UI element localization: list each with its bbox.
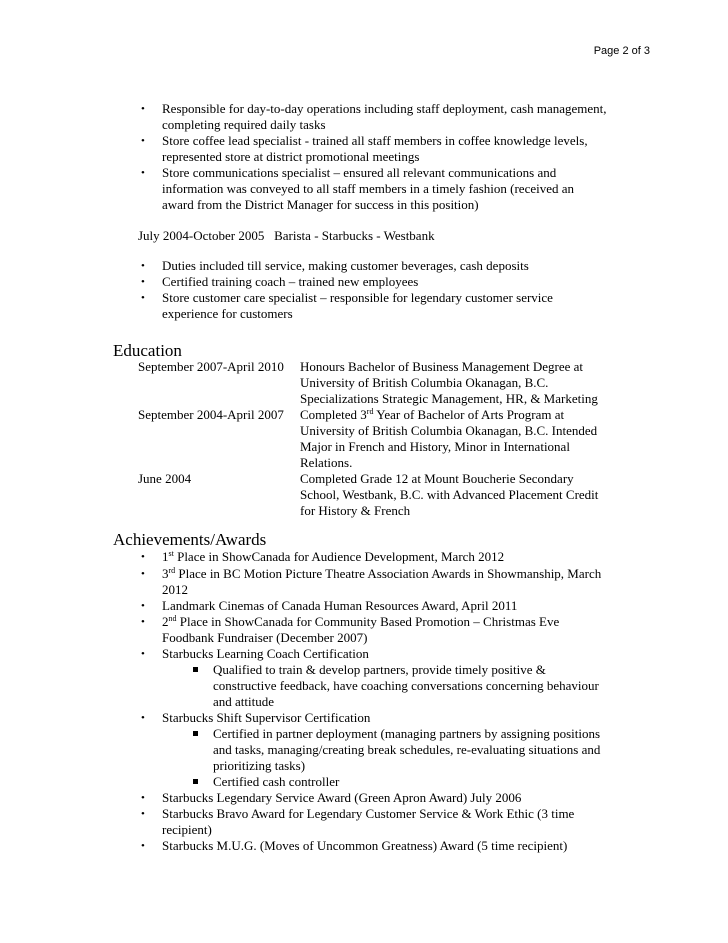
list-item-cont: recipient) bbox=[162, 822, 212, 837]
list-item: Starbucks Legendary Service Award (Green Apron Award) July 2006 bbox=[162, 790, 522, 805]
list-item: Store communications specialist – ensured all relevant communications and bbox=[162, 165, 557, 180]
list-item-cont: 2012 bbox=[162, 582, 188, 597]
list-item: Starbucks Shift Supervisor Certification bbox=[162, 710, 371, 725]
bullet-icon: • bbox=[141, 135, 145, 147]
list-item: Starbucks Bravo Award for Legendary Customer Service & Work Ethic (3 time bbox=[162, 806, 575, 821]
list-item: Certified training coach – trained new employees bbox=[162, 274, 419, 289]
bullet-icon: • bbox=[141, 712, 145, 724]
edu-line: University of British Columbia Okanagan, B.C. Intended bbox=[300, 423, 598, 438]
edu-date: September 2007-April 2010 bbox=[138, 359, 284, 374]
achievements-heading: Achievements/Awards bbox=[113, 530, 267, 549]
edu-line: Completed 3rd Year of Bachelor of Arts Program at bbox=[300, 407, 565, 422]
edu-line: Completed Grade 12 at Mount Boucherie Secondary bbox=[300, 471, 574, 486]
sub-item-cont: prioritizing tasks) bbox=[213, 758, 306, 773]
square-bullet-icon bbox=[193, 779, 198, 784]
list-item: Starbucks Learning Coach Certification bbox=[162, 646, 369, 661]
sub-item-cont: and attitude bbox=[213, 694, 275, 709]
bullet-icon: • bbox=[141, 260, 145, 272]
bullet-icon: • bbox=[141, 600, 145, 612]
education-heading: Education bbox=[113, 341, 182, 360]
list-item: Store coffee lead specialist - trained all staff members in coffee knowledge levels, bbox=[162, 133, 588, 148]
edu-line: Specializations Strategic Management, HR, & Marketing bbox=[300, 391, 598, 406]
list-item-cont: experience for customers bbox=[162, 306, 293, 321]
list-item: Landmark Cinemas of Canada Human Resources Award, April 2011 bbox=[162, 598, 518, 613]
list-item: Responsible for day-to-day operations including staff deployment, cash management, bbox=[162, 101, 607, 116]
edu-line: for History & French bbox=[300, 503, 411, 518]
square-bullet-icon bbox=[193, 667, 198, 672]
sub-item-cont: constructive feedback, have coaching conversations concerning behaviour bbox=[213, 678, 599, 693]
list-item: 1st Place in ShowCanada for Audience Development, March 2012 bbox=[162, 549, 505, 564]
list-item: 2nd Place in ShowCanada for Community Based Promotion – Christmas Eve bbox=[162, 614, 560, 629]
bullet-icon: • bbox=[141, 103, 145, 115]
bullet-icon: • bbox=[141, 551, 145, 563]
bullet-icon: • bbox=[141, 292, 145, 304]
sub-item: Certified cash controller bbox=[213, 774, 340, 789]
bullet-icon: • bbox=[141, 840, 145, 852]
edu-line: School, Westbank, B.C. with Advanced Placement Credit bbox=[300, 487, 599, 502]
list-item: 3rd Place in BC Motion Picture Theatre Association Awards in Showmanship, March bbox=[162, 566, 602, 581]
bullet-icon: • bbox=[141, 276, 145, 288]
sub-item: Qualified to train & develop partners, provide timely positive & bbox=[213, 662, 546, 677]
bullet-icon: • bbox=[141, 616, 145, 628]
square-bullet-icon bbox=[193, 731, 198, 736]
edu-date: September 2004-April 2007 bbox=[138, 407, 284, 422]
list-item: Duties included till service, making customer beverages, cash deposits bbox=[162, 258, 529, 273]
edu-line: Major in French and History, Minor in International bbox=[300, 439, 570, 454]
bullet-icon: • bbox=[141, 792, 145, 804]
sub-item-cont: and tasks, managing/creating break schedules, re-evaluating situations and bbox=[213, 742, 601, 757]
list-item-cont: completing required daily tasks bbox=[162, 117, 326, 132]
edu-line: Relations. bbox=[300, 455, 353, 470]
bullet-icon: • bbox=[141, 167, 145, 179]
list-item: Store customer care specialist – responsible for legendary customer service bbox=[162, 290, 553, 305]
bullet-icon: • bbox=[141, 648, 145, 660]
sub-item: Certified in partner deployment (managing partners by assigning positions bbox=[213, 726, 601, 741]
list-item: Starbucks M.U.G. (Moves of Uncommon Greatness) Award (5 time recipient) bbox=[162, 838, 568, 853]
bullet-icon: • bbox=[141, 568, 145, 580]
list-item-cont: Foodbank Fundraiser (December 2007) bbox=[162, 630, 368, 645]
list-item-cont: information was conveyed to all staff members in a timely fashion (received an bbox=[162, 181, 575, 196]
edu-line: Honours Bachelor of Business Management Degree at bbox=[300, 359, 584, 374]
edu-date: June 2004 bbox=[138, 471, 192, 486]
page-number: Page 2 of 3 bbox=[593, 45, 650, 57]
bullet-icon: • bbox=[141, 808, 145, 820]
job-title-line: July 2004-October 2005 Barista - Starbucks - Westbank bbox=[138, 228, 435, 243]
edu-line: University of British Columbia Okanagan, B.C. bbox=[300, 375, 549, 390]
list-item-cont: represented store at district promotional meetings bbox=[162, 149, 420, 164]
list-item-cont: award from the District Manager for success in this position) bbox=[162, 197, 479, 212]
